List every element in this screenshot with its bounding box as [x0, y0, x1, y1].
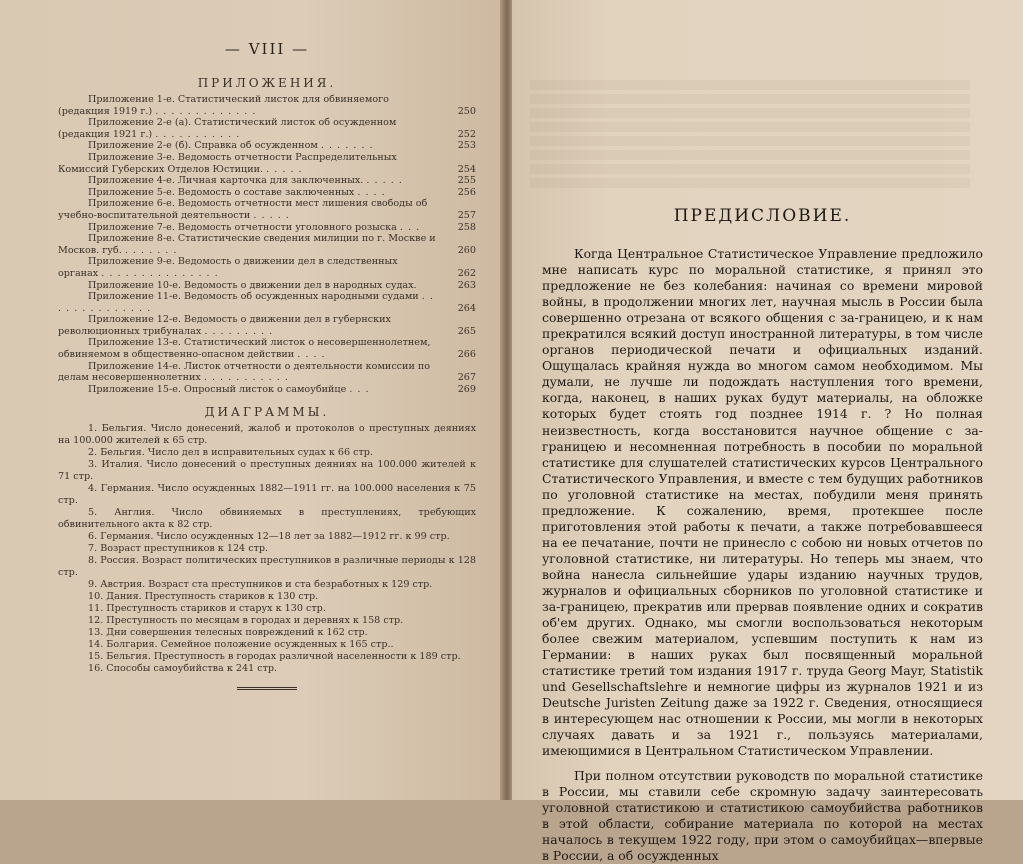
toc-page-number: 257 [457, 209, 476, 221]
toc-page-number: 258 [457, 221, 476, 233]
toc-page-number: 269 [457, 383, 476, 395]
toc-entry: Приложение 11-е. Ведомость об осужденных народными судами . . . . . . . . . . . . . . 264 [58, 291, 476, 314]
toc-entry: Приложение 2-е (а). Статистический листок об осужденном (редакция 1921 г.) . . . . . . . . . . . 252 [58, 117, 476, 140]
left-page [0, 0, 506, 800]
toc-page-number: 264 [457, 302, 476, 314]
appendices-list [58, 94, 476, 395]
section-divider [237, 687, 297, 690]
diagram-entry: 16. Способы самоубийства к 241 стр. [88, 663, 278, 675]
toc-entry: Приложение 13-е. Статистический листок о несовершеннолетнем, обвиняемом в общественно-опасном действии . . . . 266 [58, 337, 476, 361]
toc-entry: Приложение 15-е. Опросный листок о самоубийце . . . 269 [88, 383, 476, 395]
toc-page-number: 263 [457, 279, 476, 291]
toc-page-number: 256 [457, 186, 476, 198]
toc-page-number: 260 [457, 244, 476, 256]
diagram-entry: 3. Италия. Число донесений о преступных деяниях на 100.000 жителей к 71 стр. [58, 459, 476, 483]
diagram-entry: 6. Германия. Число осужденных 12—18 лет за 1882—1912 гг. к 99 стр. [88, 531, 450, 543]
toc-page-number: 254 [457, 163, 476, 175]
page-folio: — VIII — [224, 40, 310, 58]
diagram-entry: 9. Австрия. Возраст ста преступников и ста безработных к 129 стр. [88, 579, 433, 591]
diagram-entry: 2. Бельгия. Число дел в исправительных судах к 66 стр. [88, 447, 373, 459]
diagram-entry: 12. Преступность по месяцам в городах и деревнях к 158 стр. [88, 615, 404, 627]
bleed-through-text [530, 80, 970, 190]
toc-entry: Приложение 5-е. Ведомость о составе заключенных . . . . 256 [88, 186, 476, 198]
preface-paragraph: Когда Центральное Статистическое Управление предложило мне написать курс по моральной статистике, я принял это предложение не без колебания: начиная со времени мировой войны, в продолжении многих лет, научная мысль в России была совершенно отрезана от всякого общения с за-границею, и к нам прекратился всякий доступ иностранной литературы, в том числе органов периодической печати и официальных изданий. Ощущалась крайняя нужда во многом самом необходимом. Мы думали, не лучше ли подождать наступления того времени, когда, наконец, в наших руках будут материалы, на обложке которых будет стоять год позднее 1914 г. ? Но полная неизвестность, когда восстановится научное общение с за-границею и несомненная потребность в пособии по моральной статистике для слушателей статистических курсов Центрального Статистического Управления, и вместе с тем будущих работников по уголовной статистике на местах, побудили меня принять предложение. К сожалению, время, протекшее после приготовления этой работы к печати, а также потребовавшееся на ее печатание, почти не принесло с собою ни новых отчетов по уголовной статистике, ни литературы. Но теперь мы знаем, что война нанесла сильнейшие удары изданию научных трудов, журналов и официальных сборников по уголовной статистике и за-границею, прекратив или прервав появление одних и сократив об'ем других. Однако, мы смогли воспользоваться некоторым более свежим материалом, успевшим поступить к нам из Германии: в наших руках был посвященный моральной статистике третий том издания 1917 г. труда Georg Mayr, Statistik und Gesellschaftslehre и немногие цифры из журналов 1921 и из Deutsche Juristen Zeitung даже за 1922 г. Сведения, относящиеся в интересующем нас отношении к России, мы могли в некоторых случаях давать и за 1921 г., пользуясь материалами, имеющимися в Центральном Статистическом Управлении. [542, 246, 983, 759]
toc-entry: Приложение 9-е. Ведомость о движении дел в следственных органах . . . . . . . . . . . . . . . 262 [58, 256, 476, 279]
diagrams-list [58, 423, 476, 675]
toc-page-number: 266 [457, 349, 476, 361]
toc-page-number: 262 [457, 267, 476, 279]
diagrams-heading: ДИАГРАММЫ. [204, 405, 330, 420]
diagram-entry: 14. Болгария. Семейное положение осужденных к 165 стр.. [88, 639, 394, 651]
preface-paragraph: При полном отсутствии руководств по моральной статистике в России, мы ставили себе скромную задачу заинтересовать уголовной статистикою и статистикою самоубийства работников в этой области, собирание материала по которой на местах началось в текущем 1922 году, при этом о самоубийцах—впервые в России, а об осужденных [542, 767, 983, 863]
diagram-entry: 8. Россия. Возраст политических преступников в различные периоды к 128 стр. [58, 555, 476, 579]
toc-entry: Приложение 4-е. Личная карточка для заключенных. . . . . . 255 [88, 175, 476, 187]
toc-entry: Приложение 6-е. Ведомость отчетности мест лишения свободы об учебно-воспитательной деятельности . . . . . 257 [58, 198, 476, 221]
toc-entry: Приложение 10-е. Ведомость о движении дел в народных судах. 263 [88, 279, 476, 291]
diagram-entry: 7. Возраст преступников к 124 стр. [88, 543, 269, 555]
toc-entry: Приложение 8-е. Статистические сведения милиции по г. Москве и Москов. губ. . . . . . . . 260 [58, 233, 476, 256]
diagram-entry: 10. Дания. Преступность стариков к 130 стр. [88, 591, 319, 603]
toc-page-number: 255 [457, 175, 476, 187]
preface-title: ПРЕДИСЛОВИЕ. [673, 206, 852, 226]
diagram-entry: 1. Бельгия. Число донесений, жалоб и протоколов о преступных деяниях на 100.000 жителей к 65 стр. [58, 423, 476, 447]
toc-entry: Приложение 3-е. Ведомость отчетности Распределительных Комиссий Губерских Отделов Юстиции. . . . . . 254 [58, 151, 476, 175]
diagram-entry: 11. Преступность стариков и старух к 130 стр. [88, 603, 326, 615]
toc-entry: Приложение 1-е. Статистический листок для обвиняемого (редакция 1919 г.) . . . . . . . . . . . . . 250 [58, 94, 476, 117]
toc-entry: Приложение 12-е. Ведомость о движении дел в губернских революционных трибуналах . . . . . . . . . 265 [58, 314, 476, 337]
toc-entry: Приложение 2-е (б). Справка об осужденном . . . . . . . 253 [88, 140, 476, 152]
toc-page-number: 250 [457, 105, 476, 117]
toc-entry: Приложение 14-е. Листок отчетности о деятельности комиссии по делам несовершеннолетних . . . . . . . . . . . 267 [58, 360, 476, 384]
toc-page-number: 253 [457, 140, 476, 152]
diagram-entry: 5. Англия. Число обвиняемых в преступлениях, требующих обвинительного акта к 82 стр. [58, 507, 476, 531]
diagram-entry: 15. Бельгия. Преступность в городах различной населенности к 189 стр. [88, 651, 461, 663]
toc-page-number: 265 [457, 325, 476, 337]
diagram-entry: 13. Дни совершения телесных повреждений к 162 стр. [88, 627, 368, 639]
toc-entry: Приложение 7-е. Ведомость отчетности уголовного розыска . . . 258 [88, 221, 476, 233]
toc-page-number: 252 [457, 128, 476, 140]
preface-body [542, 246, 983, 864]
diagram-entry: 4. Германия. Число осужденных 1882—1911 гг. на 100.000 населения к 75 стр. [58, 483, 476, 507]
appendices-heading: ПРИЛОЖЕНИЯ. [197, 76, 337, 90]
toc-page-number: 267 [457, 372, 476, 384]
